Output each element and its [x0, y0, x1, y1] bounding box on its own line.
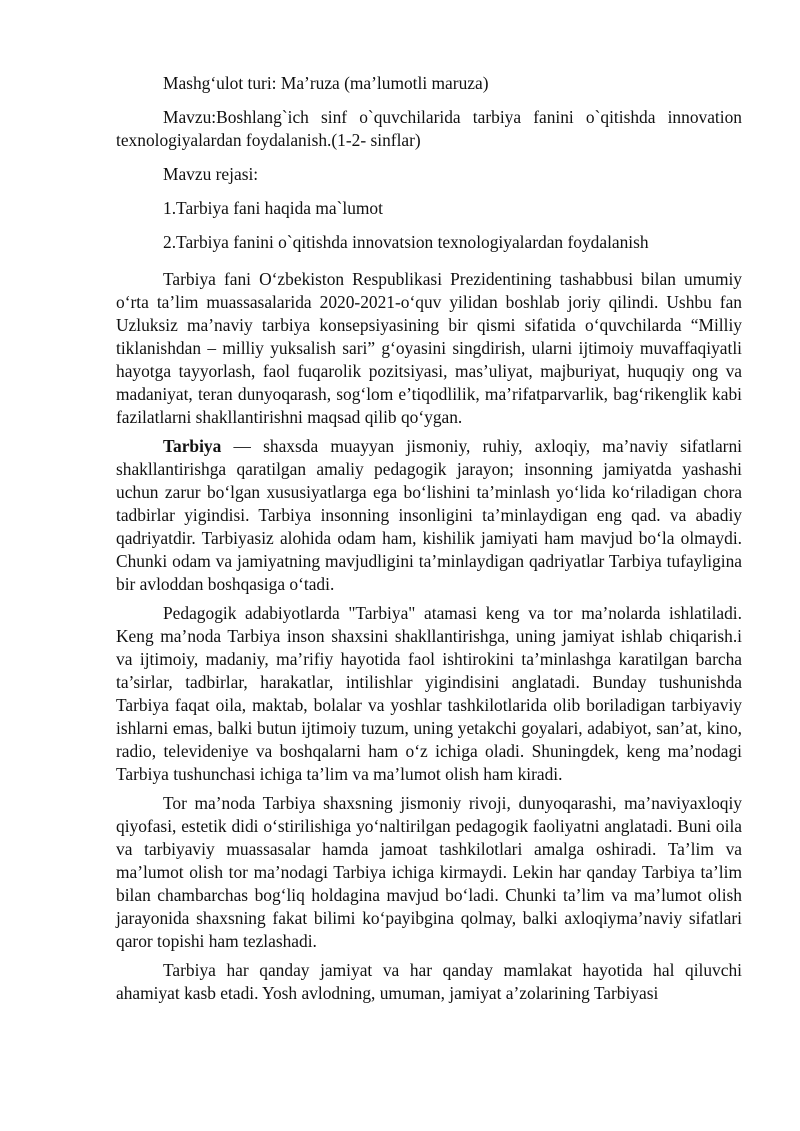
topic-line: Mavzu:Boshlang`ich sinf o`quvchilarida tarbiya fanini o`qitishda innovation texnologiyalardan foydalanish.(1-2- sinflar) — [116, 107, 742, 150]
plan-item-1: 1.Tarbiya fani haqida ma`lumot — [163, 198, 383, 218]
paragraph-importance: Tarbiya har qanday jamiyat va har qanday mamlakat hayotida hal qiluvchi ahamiyat kasb etadi. Yosh avlodning, umuman, jamiyat a’zolarining Tarbiyasi — [116, 960, 742, 1003]
plan-item-2: 2.Tarbiya fanini o`qitishda innovatsion texnologiyalardan foydalanish — [163, 232, 649, 252]
paragraph-broad-meaning: Pedagogik adabiyotlarda "Tarbiya" atamasi keng va tor ma’nolarda ishlatiladi. Keng ma’noda Tarbiya inson shaxsini shakllantirishga, uning jamiyat ishlab chiqarish.i va ijtimoiy, madaniy, ma’rifiy hayotida faol ishtirokini ta’minlashga karatilgan barcha ta’sirlar, tadbirlar, harakatlar, intilishlar yigindisini anglatadi. Bunday tushunishda Tarbiya faqat oila, maktab, bolalar va yoshlar tashkilotlarida olib boriladigan tarbiyaviy ishlarni emas, balki butun ijtimoiy tuzum, uning yetakchi goyalari, adabiyot, san’at, kino, radio, televideniye va boshqalarni ham o‘z ichiga oladi. Shuningdek, keng ma’nodagi Tarbiya tushunchasi ichiga ta’lim va ma’lumot olish ham kiradi. — [116, 603, 742, 784]
definition-text: — shaxsda muayyan jismoniy, ruhiy, axloqiy, ma’naviy sifatlarni shakllantirishga qaratilgan amaliy pedagogik jarayon; insonning jamiyatda yashashi uchun zarur bo‘lgan xususiyatlarga ega bo‘lishini ta’minlash yo‘lida ko‘riladigan chora tadbirlar yigindisi. Tarbiya insonning insonligini ta’minlaydigan eng qad. va abadiy qadriyatdir. Tarbiyasiz alohida odam ham, kishilik jamiyati ham mavjud bo‘la olmaydi. Chunki odam va jamiyatning mavjudligini ta’minlaydigan qadriyatlar Tarbiya tufayligina bir avloddan boshqasiga o‘tadi. — [116, 436, 742, 594]
lesson-type-line: Mashg‘ulot turi: Ma’ruza (ma’lumotli maruza) — [163, 73, 489, 93]
term-bold: Tarbiya — [163, 436, 222, 456]
paragraph-definition — [116, 435, 742, 596]
plan-title: Mavzu rejasi: — [163, 164, 259, 184]
paragraph-intro: Tarbiya fani O‘zbekiston Respublikasi Prezidentining tashabbusi bilan umumiy o‘rta ta’lim muassasalarida 2020-2021-o‘quv yilidan boshlab joriy qilindi. Ushbu fan Uzluksiz ma’naviy tarbiya konsepsiyasining bir qismi sifatida o‘quvchilarda “Milliy tiklanishdan – milliy yuksalish sari” g‘oyasini singdirish, ularni ijtimoiy muvaffaqiyatli hayotga tayyorlash, faol fuqarolik pozitsiyasi, mas’uliyat, majburiyat, huquqiy ong va madaniyat, teran dunyoqarash, sog‘lom e’tiqodlilik, ma’rifatparvarlik, bag‘rikenglik kabi fazilatlarni shakllantirishni maqsad qilib qo‘ygan. — [116, 269, 742, 427]
paragraph-narrow-meaning: Tor ma’noda Tarbiya shaxsning jismoniy rivoji, dunyoqarashi, ma’naviyaxloqiy qiyofasi, estetik didi o‘stirilishiga yo‘naltirilgan pedagogik faoliyatni anglatadi. Buni oila va tarbiyaviy muassasalar hamda jamoat tashkilotlari amalga oshiradi. Ta’lim va ma’lumot olish tor ma’nodagi Tarbiya ichiga kirmaydi. Lekin har qanday Tarbiya ta’lim bilan chambarchas bog‘liq holdagina mavjud bo‘ladi. Chunki ta’lim va ma’lumot olish jarayonida shaxsning fakat bilimi ko‘payibgina qolmay, balki axloqiyma’naviy sifatlari qaror topishi ham tezlashadi. — [116, 793, 742, 951]
document-page — [116, 72, 742, 1011]
